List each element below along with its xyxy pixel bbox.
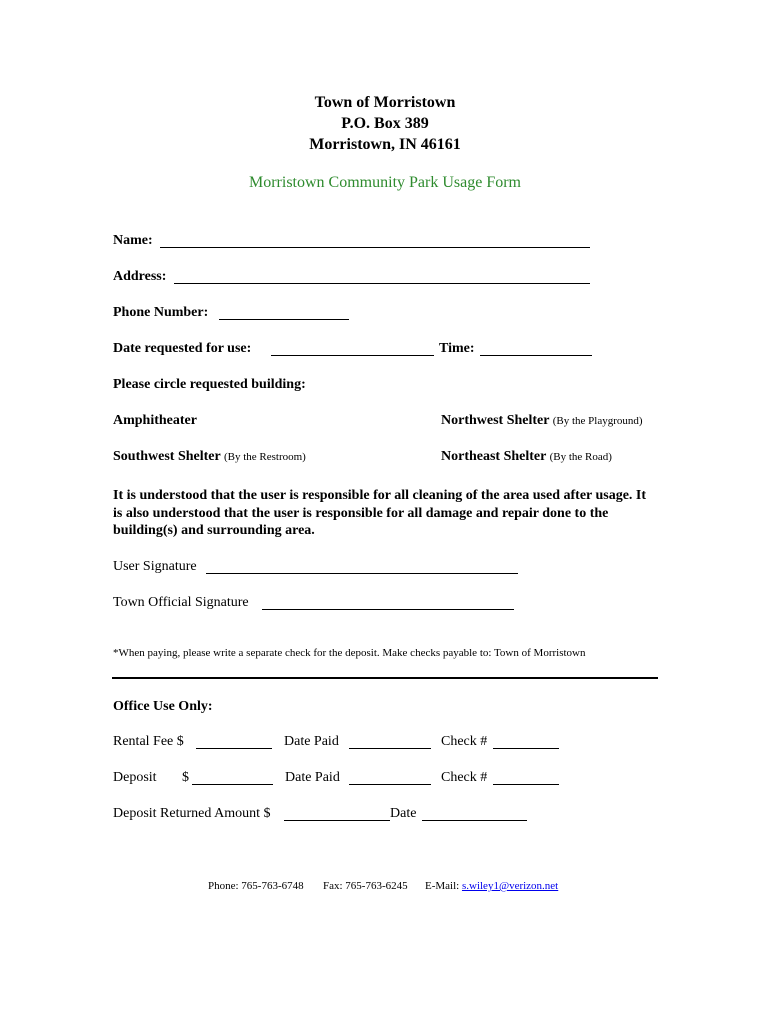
official-signature-label: Town Official Signature: [113, 595, 249, 610]
responsibility-agreement: It is understood that the user is responsible for all cleaning of the area used after usage. It is also understood that the user is responsible for all damage and repair done to the building(s) and surrounding area.: [113, 488, 647, 538]
deposit-returned-date-label: Date: [390, 806, 417, 821]
office-use-heading: Office Use Only:: [113, 699, 213, 714]
northeast-shelter-label: Northeast Shelter: [441, 449, 547, 464]
office-use-divider: [112, 677, 658, 679]
deposit-returned-line[interactable]: [284, 820, 390, 821]
deposit-date-paid-label: Date Paid: [285, 770, 340, 785]
deposit-amount-line[interactable]: [192, 784, 273, 785]
address-label: Address:: [113, 269, 167, 284]
deposit-check-label: Check #: [441, 770, 488, 785]
footer-email: [425, 880, 558, 892]
user-signature-line[interactable]: [206, 573, 518, 574]
user-signature-label: User Signature: [113, 559, 197, 574]
name-field-line[interactable]: [160, 247, 590, 248]
northeast-shelter-note: (By the Road): [549, 451, 612, 463]
building-northeast-shelter[interactable]: [441, 449, 612, 465]
footer-fax: Fax: 765-763-6245: [323, 880, 408, 892]
time-field-line[interactable]: [480, 355, 592, 356]
southwest-shelter-label: Southwest Shelter: [113, 449, 221, 464]
building-amphitheater[interactable]: [113, 413, 197, 429]
rental-check-line[interactable]: [493, 748, 559, 749]
deposit-dollar-sign: $: [182, 770, 189, 785]
phone-label: Phone Number:: [113, 305, 209, 320]
deposit-check-line[interactable]: [493, 784, 559, 785]
deposit-returned-date-line[interactable]: [422, 820, 527, 821]
form-title: Morristown Community Park Usage Form: [249, 174, 521, 191]
payment-note: *When paying, please write a separate check for the deposit. Make checks payable to: Town of Morristown: [113, 647, 586, 659]
time-label: Time:: [439, 341, 475, 356]
rental-date-paid-line[interactable]: [349, 748, 431, 749]
address-field-line[interactable]: [174, 283, 590, 284]
name-label: Name:: [113, 233, 153, 248]
deposit-label: Deposit: [113, 770, 157, 785]
footer-email-label: E-Mail:: [425, 880, 460, 892]
northwest-shelter-label: Northwest Shelter: [441, 413, 550, 428]
city-state-zip: Morristown, IN 46161: [309, 136, 461, 153]
building-northwest-shelter[interactable]: [441, 413, 643, 429]
official-signature-line[interactable]: [262, 609, 514, 610]
date-requested-label: Date requested for use:: [113, 341, 252, 356]
rental-date-paid-label: Date Paid: [284, 734, 339, 749]
amphitheater-label: Amphitheater: [113, 413, 197, 428]
rental-fee-line[interactable]: [196, 748, 272, 749]
town-name: Town of Morristown: [314, 94, 456, 111]
circle-building-prompt: Please circle requested building:: [113, 377, 306, 392]
footer-phone: Phone: 765-763-6748: [208, 880, 304, 892]
phone-field-line[interactable]: [219, 319, 349, 320]
email-link[interactable]: s.wiley1@verizon.net: [461, 880, 559, 892]
deposit-returned-label: Deposit Returned Amount $: [113, 806, 271, 821]
po-box: P.O. Box 389: [341, 115, 429, 132]
southwest-shelter-note: (By the Restroom): [223, 451, 306, 463]
rental-fee-label: Rental Fee $: [113, 734, 184, 749]
deposit-date-paid-line[interactable]: [349, 784, 431, 785]
northwest-shelter-note: (By the Playground): [552, 415, 643, 427]
building-southwest-shelter[interactable]: [113, 449, 306, 465]
rental-check-label: Check #: [441, 734, 488, 749]
date-requested-field-line[interactable]: [271, 355, 434, 356]
